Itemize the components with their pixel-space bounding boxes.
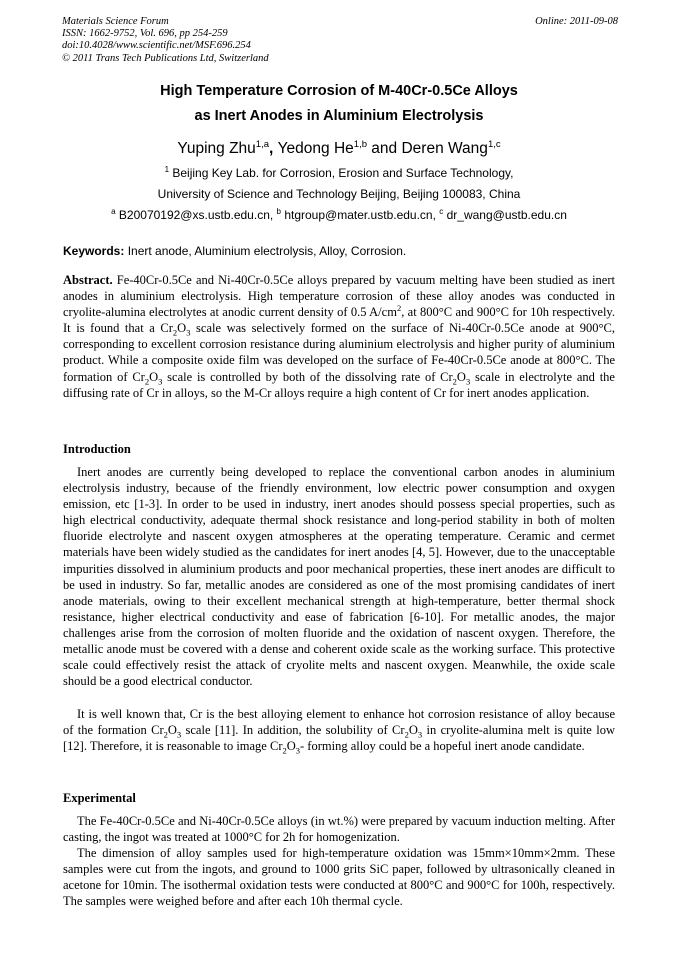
abstract-text: O <box>456 369 466 384</box>
subscript: 3 <box>295 745 301 756</box>
author-superscript: 1,a <box>255 138 270 150</box>
abstract-text: scale is controlled by both of the dissolving rate of Cr <box>162 369 453 384</box>
introduction-paragraph-1: Inert anodes are currently being developed to replace the conventional carbon anodes in aluminium electrolysis industry, because of the friendly environment, low electric power consumption and oxygen emission, etc [1-3]. In order to be used in industry, inert anodes should possess special properties, such as high electrical conductivity, adequate thermal shock resistance and long-period stability in both of molten fluoride electrolyte and nascent oxygen atmospheres at the operating temperature. Ceramic and cermet materials have been widely studied as the candidates for inert anodes [4, 5]. However, due to the unacceptable impurities dissolved in aluminium products and poor mechanical properties, these inert anodes are difficult to be used in industry. So far, metallic anodes are considered as one of the most promising candidates of inert anode materials, owing to their excellent mechanical strength at high-temperature, better thermal shock resistance, higher electrical conductivity and ease of fabrication [6-10]. For metallic anodes, the major challenges arise from the corrosion of molten fluoride and the oxidation of nascent oxygen. Therefore, the metallic anode must be covered with a dense and coherent oxide scale as the working surface. This protective scale could effectively resist the attack of cryolite melts and nascent oxygen. Meanwhile, the oxide scale should be a good electrical conductor. <box>63 465 615 689</box>
subscript: 3 <box>158 376 163 387</box>
subscript: 3 <box>176 729 182 740</box>
subscript: 3 <box>417 729 423 740</box>
paper-title-line-1: High Temperature Corrosion of M-40Cr-0.5Ce Alloys <box>160 83 518 99</box>
author-name: Yuping Zhu <box>177 140 256 157</box>
abstract-text: scale was selectively formed on the surface of Ni-40Cr-0.5Ce anode at 900°C, corresponding to excellent corrosion resistance during aluminium electrolysis and higher purity of aluminium product. While a composite oxide film was developed on the surface of Fe-40Cr-0.5Ce anode at 800°C. The formation of Cr <box>63 321 615 384</box>
subscript: 3 <box>186 327 191 338</box>
keywords-text: Inert anode, Aluminium electrolysis, Alloy, Corrosion. <box>124 244 407 258</box>
section-heading-introduction: Introduction <box>63 442 131 456</box>
issn-line: ISSN: 1662-9752, Vol. 696, pp 254-259 <box>62 28 228 40</box>
paragraph-text: in cryolite-alumina melt is quite low [12]. Therefore, it is reasonable to image Cr <box>63 723 615 754</box>
author-name: Deren Wang <box>401 140 488 157</box>
section-heading-experimental: Experimental <box>63 791 136 805</box>
email-link[interactable]: dr_wang@ustb.edu.cn <box>443 208 567 222</box>
experimental-paragraph-2: The dimension of alloy samples used for high-temperature oxidation was 15mm×10mm×2mm. These samples were cut from the ingots, and ground to 1000 grits SiC paper, followed by ultrasonically cleaned in acetone for 10min. The isothermal oxidation tests were conducted at 800°C and 900°C for 100h, respectively. The samples were weighed before and after each 10h thermal cycle. <box>63 846 615 909</box>
author-superscript: 1,c <box>487 138 501 150</box>
online-date: Online: 2011-09-08 <box>535 16 618 27</box>
email-link[interactable]: B20070192@xs.ustb.edu.cn, <box>115 208 277 222</box>
keywords-label: Keywords: <box>63 244 125 258</box>
experimental-paragraph-1: The Fe-40Cr-0.5Ce and Ni-40Cr-0.5Ce alloys (in wt.%) were prepared by vacuum induction melting. After casting, the ingot was treated at 1000°C for 2h for homogenization. <box>63 814 615 845</box>
email-superscript: c <box>439 207 444 216</box>
abstract-text: O <box>177 321 187 336</box>
affiliation-text: Beijing Key Lab. for Corrosion, Erosion and Surface Technology, <box>169 166 514 180</box>
author-separator: , <box>269 140 278 157</box>
journal-header <box>62 16 618 65</box>
paragraph-text: O <box>408 723 418 738</box>
author-superscript: 1,b <box>353 138 367 150</box>
introduction-paragraph-2 <box>63 706 615 754</box>
paragraph-text: O <box>286 739 296 754</box>
subscript: 2 <box>172 327 178 338</box>
paragraph-text: O <box>167 723 177 738</box>
subscript: 2 <box>452 376 457 387</box>
abstract-text: , at 800°C and 900°C for 10h respectively. It is found that a Cr <box>63 305 615 336</box>
abstract-text: Fe-40Cr-0.5Ce and Ni-40Cr-0.5Ce alloys prepared by vacuum melting have been studied as inert anodes in aluminium electrolysis. High temperature corrosion of these alloy anodes was conducted in cryolite-alumina electrolytes at anodic current density of 0.5 A/cm <box>63 273 615 320</box>
affiliation-superscript: 1 <box>164 165 170 174</box>
paper-title-line-2: as Inert Anodes in Aluminium Electrolysis <box>194 108 484 124</box>
abstract-text: O <box>149 369 159 384</box>
paragraph-text: - forming alloy could be a hopeful inert anode candidate. <box>300 739 585 754</box>
email-link[interactable]: htgroup@mater.ustb.edu.cn, <box>281 208 440 222</box>
subscript: 2 <box>144 376 150 387</box>
affiliation-line-1 <box>0 166 678 180</box>
affiliation-line-2: University of Science and Technology Beijing, Beijing 100083, China <box>157 187 521 201</box>
keywords <box>63 244 615 258</box>
copyright-line: © 2011 Trans Tech Publications Ltd, Switzerland <box>62 52 269 64</box>
paragraph-text: It is well known that, Cr is the best alloying element to enhance hot corrosion resistance of alloy because of the formation Cr <box>63 707 615 738</box>
subscript: 2 <box>163 729 168 740</box>
subscript: 2 <box>282 745 287 756</box>
superscript: 2 <box>396 303 402 314</box>
author-name: Yedong He <box>277 140 354 157</box>
author-separator: and <box>367 140 402 157</box>
journal-name: Materials Science Forum <box>62 16 169 27</box>
email-superscript: a <box>111 207 116 216</box>
abstract <box>63 272 615 401</box>
doi-line[interactable]: doi:10.4028/www.scientific.net/MSF.696.254 <box>62 40 251 52</box>
abstract-text: scale in electrolyte and the diffusing rate of Cr in alloys, so the M-Cr alloys require a high content of Cr for inert anodes application. <box>63 369 615 400</box>
author-list <box>0 140 678 158</box>
subscript: 2 <box>404 729 409 740</box>
email-line <box>0 208 678 222</box>
subscript: 3 <box>465 376 471 387</box>
paragraph-text: scale [11]. In addition, the solubility of Cr <box>181 723 405 738</box>
email-superscript: b <box>276 207 281 216</box>
abstract-label: Abstract. <box>63 273 113 287</box>
